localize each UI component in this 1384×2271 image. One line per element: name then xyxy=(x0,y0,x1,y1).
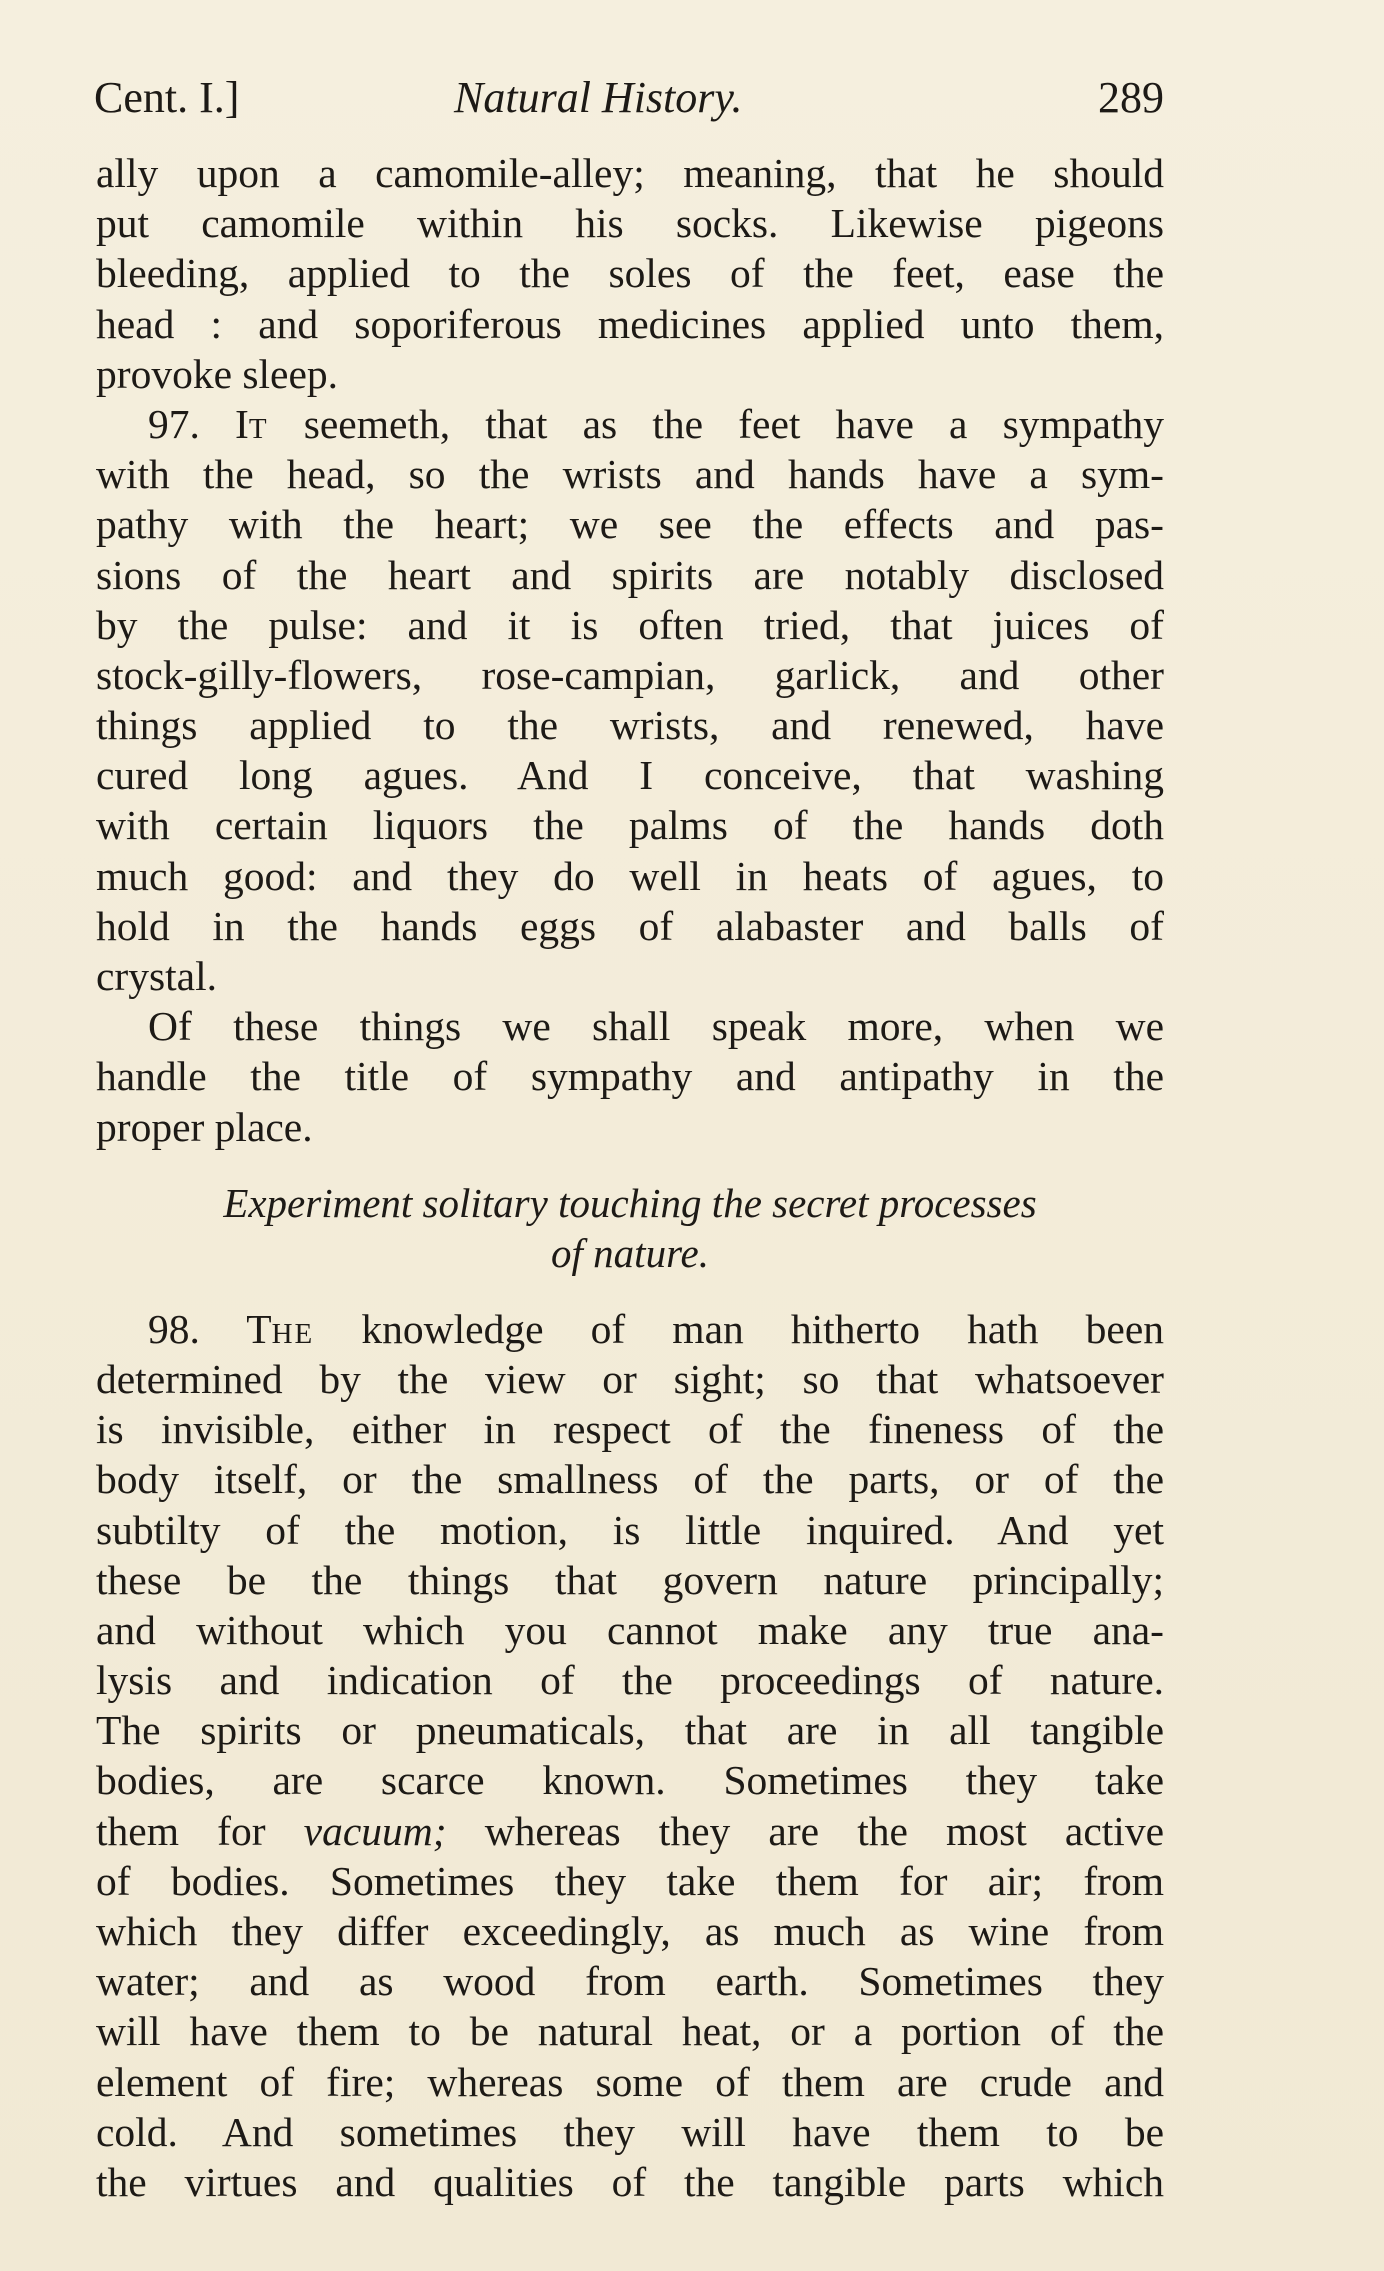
text-line: pathy with the heart; we see the effects and pas- xyxy=(96,501,1164,548)
spacer xyxy=(96,1278,1164,1304)
text-line: cured long agues. And I conceive, that washing xyxy=(96,752,1164,799)
text-line: by the pulse: and it is often tried, that juices of xyxy=(96,601,1164,648)
paragraph-number: 98. T xyxy=(148,1305,272,1352)
page-number: 289 xyxy=(1098,73,1164,122)
text-line: determined by the view or sight; so that whatsoever xyxy=(96,1355,1164,1402)
text-line: head : and soporiferous medicines applied unto them, xyxy=(96,300,1164,347)
small-caps-text: he xyxy=(271,1305,315,1352)
text-line: which they differ exceedingly, as much as wine from xyxy=(96,1908,1164,1954)
section-marker: Cent. I.] xyxy=(94,73,240,122)
text-line: much good: and they do well in heats of agues, to xyxy=(96,852,1164,899)
text-line: with certain liquors the palms of the hands doth xyxy=(96,802,1164,849)
section-heading-continued: of nature. xyxy=(551,1229,709,1276)
paragraph-97-first-line xyxy=(96,399,1164,449)
paragraph-98-first-line xyxy=(96,1304,1164,1354)
text-line: with the head, so the wrists and hands have a sym- xyxy=(96,451,1164,498)
spacer xyxy=(96,1152,1164,1178)
running-head xyxy=(94,72,1164,132)
text-line: bodies, are scarce known. Sometimes they take xyxy=(96,1757,1164,1804)
text-line: the virtues and qualities of the tangible parts which xyxy=(96,2158,1164,2205)
text-line: The spirits or pneumaticals, that are in all tangible xyxy=(96,1707,1164,1754)
text-line: water; and as wood from earth. Sometimes they xyxy=(96,1958,1164,2005)
text-line: ally upon a camomile-alley; meaning, that he should xyxy=(96,150,1164,196)
text-line: these be the things that govern nature principally; xyxy=(96,1556,1164,1603)
text-line: things applied to the wrists, and renewed, have xyxy=(96,702,1164,749)
small-caps-text: t xyxy=(248,400,269,447)
text-line: hold in the hands eggs of alabaster and balls of xyxy=(96,902,1164,949)
text-line: sions of the heart and spirits are notably disclosed xyxy=(96,551,1164,598)
text-run: seemeth, that as the feet have a sympathy xyxy=(268,400,1164,447)
text-line: bleeding, applied to the soles of the feet, ease the xyxy=(96,250,1164,297)
text-run: knowledge of man hitherto hath been xyxy=(314,1305,1164,1352)
text-line: subtilty of the motion, is little inquired. And yet xyxy=(96,1506,1164,1553)
body-text xyxy=(96,148,1164,2207)
italic-term: vacuum; xyxy=(303,1807,447,1854)
text-line: is invisible, either in respect of the fineness of the xyxy=(96,1406,1164,1453)
section-heading: Experiment solitary touching the secret processes xyxy=(223,1179,1037,1226)
text-line: body itself, or the smallness of the parts, or of the xyxy=(96,1456,1164,1503)
text-line-with-italic xyxy=(96,1806,1164,1856)
text-line: provoke sleep. xyxy=(96,350,339,397)
text-line: lysis and indication of the proceedings of nature. xyxy=(96,1657,1164,1704)
text-line: crystal. xyxy=(96,953,217,999)
paragraph-number: 97. I xyxy=(148,400,249,447)
text-line: stock-gilly-flowers, rose-campian, garlick, and other xyxy=(96,651,1164,698)
text-line: handle the title of sympathy and antipathy in the xyxy=(96,1053,1164,1100)
text-line: of bodies. Sometimes they take them for air; from xyxy=(96,1857,1164,1904)
text-line: cold. And sometimes they will have them to be xyxy=(96,2108,1164,2155)
running-title: Natural History. xyxy=(454,73,743,122)
text-line: element of fire; whereas some of them are crude and xyxy=(96,2058,1164,2105)
text-line: proper place. xyxy=(96,1103,313,1150)
text-run: them for xyxy=(96,1807,304,1854)
text-line: Of these things we shall speak more, when we xyxy=(148,1003,1164,1050)
text-run: whereas they are the most active xyxy=(446,1807,1164,1854)
text-line: put camomile within his socks. Likewise pigeons xyxy=(96,200,1164,247)
text-line: and without which you cannot make any true ana- xyxy=(96,1606,1164,1653)
text-line: will have them to be natural heat, or a portion of the xyxy=(96,2008,1164,2055)
